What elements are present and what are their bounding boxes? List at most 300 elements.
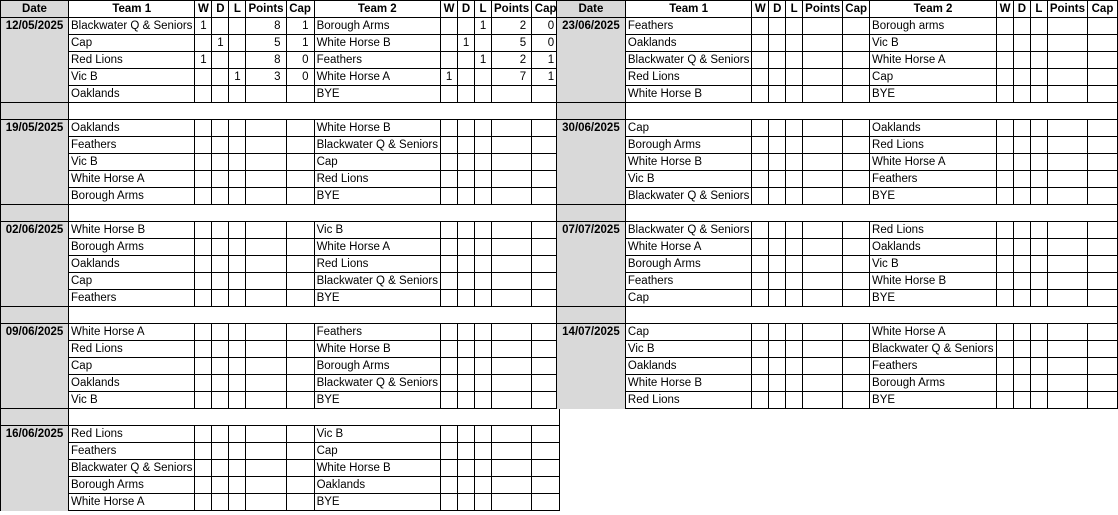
result-cell [997, 188, 1014, 205]
result-cell [229, 120, 246, 137]
points-cell [492, 443, 532, 460]
cap-cell [843, 86, 870, 103]
spacer-date-cell [1, 103, 69, 120]
team-1-name: Oaklands [69, 256, 195, 273]
team-1-name: Blackwater Q & Seniors [69, 18, 195, 35]
cap-cell [286, 256, 314, 273]
points-cell [1047, 239, 1087, 256]
result-cell: 1 [475, 18, 492, 35]
result-cell [786, 256, 803, 273]
team-2-name: BYE [314, 188, 440, 205]
team-1-name: Oaklands [69, 86, 195, 103]
points-cell [492, 137, 532, 154]
cap-cell [843, 256, 870, 273]
points-cell [492, 460, 532, 477]
spacer-row [557, 103, 1118, 120]
team-1-name: Cap [625, 120, 751, 137]
fixture-row [557, 239, 1118, 256]
fixtures-table-left [0, 0, 560, 511]
points-cell [1047, 358, 1087, 375]
result-cell [229, 273, 246, 290]
points-cell [1047, 222, 1087, 239]
column-header: Date [1, 1, 69, 18]
result-cell [1030, 222, 1047, 239]
cap-cell [1087, 154, 1117, 171]
column-header: Team 1 [625, 1, 751, 18]
fixture-row [1, 290, 560, 307]
cap-cell [286, 290, 314, 307]
team-1-name: White Horse A [69, 171, 195, 188]
cap-cell [843, 120, 870, 137]
fixture-row [557, 86, 1118, 103]
result-cell [769, 35, 786, 52]
result-cell [769, 18, 786, 35]
result-cell [195, 188, 212, 205]
result-cell: 1 [458, 35, 475, 52]
points-cell [246, 239, 286, 256]
result-cell [997, 239, 1014, 256]
points-cell [492, 494, 532, 511]
week-date: 02/06/2025 [1, 222, 69, 307]
result-cell [212, 18, 229, 35]
points-cell [246, 392, 286, 409]
cap-cell [286, 375, 314, 392]
result-cell [786, 358, 803, 375]
result-cell [212, 171, 229, 188]
result-cell [769, 120, 786, 137]
points-cell [246, 120, 286, 137]
result-cell [441, 222, 458, 239]
team-1-name: Vic B [69, 69, 195, 86]
result-cell [475, 358, 492, 375]
team-2-name: Oaklands [314, 477, 440, 494]
team-1-name: Vic B [625, 341, 751, 358]
result-cell [475, 324, 492, 341]
result-cell [752, 290, 769, 307]
result-cell [1013, 171, 1030, 188]
team-2-name: Oaklands [870, 120, 997, 137]
result-cell [786, 341, 803, 358]
points-cell [492, 375, 532, 392]
spacer-row [1, 307, 560, 324]
result-cell [441, 52, 458, 69]
result-cell [458, 171, 475, 188]
team-2-name: BYE [314, 494, 440, 511]
result-cell [786, 290, 803, 307]
result-cell [769, 188, 786, 205]
column-header: L [1030, 1, 1047, 18]
result-cell [195, 477, 212, 494]
result-cell [212, 443, 229, 460]
team-2-name: Blackwater Q & Seniors [314, 375, 440, 392]
result-cell [475, 494, 492, 511]
cap-cell: 0 [532, 18, 560, 35]
team-1-name: Oaklands [69, 375, 195, 392]
points-cell [803, 256, 843, 273]
result-cell [441, 443, 458, 460]
result-cell [786, 324, 803, 341]
result-cell [441, 239, 458, 256]
team-2-name: White Horse B [314, 35, 440, 52]
points-cell [492, 120, 532, 137]
result-cell [229, 137, 246, 154]
team-1-name: Cap [69, 358, 195, 375]
result-cell [212, 273, 229, 290]
cap-cell [1087, 375, 1117, 392]
team-2-name: White Horse B [870, 273, 997, 290]
column-header: D [769, 1, 786, 18]
team-2-name: White Horse A [314, 69, 440, 86]
result-cell: 1 [195, 18, 212, 35]
points-cell [246, 290, 286, 307]
result-cell [997, 86, 1014, 103]
fixture-row [557, 273, 1118, 290]
result-cell [752, 358, 769, 375]
result-cell [458, 375, 475, 392]
fixture-row [1, 137, 560, 154]
result-cell: 1 [229, 69, 246, 86]
cap-cell [286, 171, 314, 188]
result-cell [786, 120, 803, 137]
fixture-row [1, 69, 560, 86]
result-cell [1013, 137, 1030, 154]
result-cell [752, 120, 769, 137]
column-header: Points [492, 1, 532, 18]
result-cell [1030, 52, 1047, 69]
points-cell [246, 188, 286, 205]
result-cell [458, 341, 475, 358]
points-cell [492, 290, 532, 307]
cap-cell [286, 341, 314, 358]
team-1-name: Vic B [625, 171, 751, 188]
column-header: L [229, 1, 246, 18]
cap-cell [843, 273, 870, 290]
team-1-name: Vic B [69, 392, 195, 409]
fixture-row [557, 358, 1118, 375]
result-cell [458, 18, 475, 35]
points-cell [492, 171, 532, 188]
fixture-row [557, 256, 1118, 273]
result-cell [1013, 358, 1030, 375]
result-cell [997, 52, 1014, 69]
fixture-row [1, 375, 560, 392]
team-2-name: BYE [314, 290, 440, 307]
points-cell: 3 [246, 69, 286, 86]
result-cell [441, 460, 458, 477]
points-cell [492, 154, 532, 171]
result-cell [458, 52, 475, 69]
cap-cell [1087, 137, 1117, 154]
result-cell [1030, 256, 1047, 273]
column-header: Cap [532, 1, 560, 18]
points-cell [492, 239, 532, 256]
points-cell [803, 69, 843, 86]
result-cell: 1 [441, 69, 458, 86]
cap-cell [286, 137, 314, 154]
result-cell [475, 375, 492, 392]
points-cell [492, 86, 532, 103]
cap-cell [1087, 392, 1117, 409]
result-cell [997, 256, 1014, 273]
result-cell [1030, 18, 1047, 35]
result-cell [1013, 86, 1030, 103]
cap-cell [843, 137, 870, 154]
cap-cell [286, 154, 314, 171]
spacer-row [1, 205, 560, 222]
result-cell [475, 86, 492, 103]
result-cell [458, 154, 475, 171]
result-cell [458, 290, 475, 307]
result-cell [229, 154, 246, 171]
points-cell [803, 358, 843, 375]
points-cell [246, 86, 286, 103]
team-2-name: White Horse A [314, 239, 440, 256]
team-1-name: White Horse B [625, 375, 751, 392]
cap-cell [286, 426, 314, 443]
team-2-name: Cap [314, 443, 440, 460]
points-cell [246, 324, 286, 341]
fixture-row [557, 18, 1118, 35]
cap-cell [1087, 35, 1117, 52]
result-cell [229, 188, 246, 205]
points-cell [492, 273, 532, 290]
fixture-row [1, 426, 560, 443]
team-1-name: Vic B [69, 154, 195, 171]
cap-cell: 0 [286, 69, 314, 86]
team-2-name: Cap [314, 154, 440, 171]
fixture-row [557, 341, 1118, 358]
result-cell [1030, 171, 1047, 188]
cap-cell [286, 443, 314, 460]
result-cell [212, 392, 229, 409]
result-cell [229, 426, 246, 443]
points-cell: 2 [492, 52, 532, 69]
result-cell [752, 273, 769, 290]
result-cell [212, 120, 229, 137]
points-cell [1047, 18, 1087, 35]
result-cell [786, 86, 803, 103]
cap-cell: 1 [532, 69, 560, 86]
result-cell [212, 494, 229, 511]
week-date: 07/07/2025 [557, 222, 626, 307]
result-cell [752, 375, 769, 392]
result-cell [458, 443, 475, 460]
result-cell [786, 35, 803, 52]
header-row [1, 1, 560, 18]
result-cell [1013, 69, 1030, 86]
result-cell [475, 154, 492, 171]
result-cell [786, 375, 803, 392]
result-cell [786, 137, 803, 154]
team-1-name: Cap [625, 290, 751, 307]
result-cell [769, 86, 786, 103]
result-cell [229, 460, 246, 477]
column-header: Cap [843, 1, 870, 18]
spacer-row [1, 103, 560, 120]
fixture-row [557, 290, 1118, 307]
points-cell [492, 358, 532, 375]
result-cell [475, 460, 492, 477]
result-cell [475, 69, 492, 86]
column-header: Team 1 [69, 1, 195, 18]
column-header: Points [1047, 1, 1087, 18]
points-cell [246, 137, 286, 154]
week-date: 12/05/2025 [1, 18, 69, 103]
cap-cell [1087, 324, 1117, 341]
result-cell [752, 154, 769, 171]
result-cell [769, 239, 786, 256]
result-cell [769, 375, 786, 392]
result-cell [752, 324, 769, 341]
result-cell [786, 188, 803, 205]
fixture-row [557, 69, 1118, 86]
result-cell [441, 256, 458, 273]
result-cell [786, 171, 803, 188]
cap-cell [843, 358, 870, 375]
points-cell [1047, 188, 1087, 205]
result-cell [1030, 239, 1047, 256]
points-cell: 2 [492, 18, 532, 35]
result-cell [1030, 120, 1047, 137]
cap-cell [286, 392, 314, 409]
result-cell [769, 273, 786, 290]
team-2-name: Borough arms [870, 18, 997, 35]
team-2-name: White Horse A [870, 324, 997, 341]
result-cell [441, 18, 458, 35]
points-cell [803, 392, 843, 409]
result-cell [212, 239, 229, 256]
fixture-row [1, 239, 560, 256]
cap-cell [843, 154, 870, 171]
result-cell [229, 341, 246, 358]
result-cell [1030, 392, 1047, 409]
result-cell [769, 154, 786, 171]
result-cell [475, 443, 492, 460]
result-cell [458, 222, 475, 239]
points-cell [492, 477, 532, 494]
result-cell [229, 35, 246, 52]
result-cell [458, 494, 475, 511]
cap-cell [1087, 188, 1117, 205]
result-cell [441, 375, 458, 392]
points-cell [1047, 69, 1087, 86]
week-date: 19/05/2025 [1, 120, 69, 205]
points-cell [246, 273, 286, 290]
fixture-row [1, 86, 560, 103]
result-cell [441, 477, 458, 494]
team-2-name: Vic B [314, 426, 440, 443]
result-cell [1030, 358, 1047, 375]
result-cell [752, 256, 769, 273]
result-cell [769, 358, 786, 375]
cap-cell [286, 120, 314, 137]
result-cell [997, 69, 1014, 86]
fixture-row [1, 324, 560, 341]
points-cell: 5 [492, 35, 532, 52]
points-cell [1047, 256, 1087, 273]
cap-cell [1087, 358, 1117, 375]
cap-cell [286, 239, 314, 256]
cap-cell [286, 494, 314, 511]
spacer-cell [625, 103, 1117, 120]
result-cell [475, 256, 492, 273]
result-cell [752, 171, 769, 188]
team-1-name: Oaklands [69, 120, 195, 137]
fixture-row [557, 188, 1118, 205]
result-cell [752, 137, 769, 154]
points-cell [803, 86, 843, 103]
points-cell [1047, 86, 1087, 103]
result-cell [475, 426, 492, 443]
result-cell [229, 477, 246, 494]
result-cell [229, 443, 246, 460]
cap-cell [532, 426, 560, 443]
result-cell [997, 290, 1014, 307]
result-cell [441, 324, 458, 341]
fixture-row [1, 188, 560, 205]
result-cell [475, 290, 492, 307]
result-cell [997, 375, 1014, 392]
team-2-name: Red Lions [870, 222, 997, 239]
fixture-row [1, 477, 560, 494]
result-cell [195, 137, 212, 154]
result-cell [229, 375, 246, 392]
team-1-name: Borough Arms [69, 239, 195, 256]
team-1-name: Red Lions [69, 426, 195, 443]
team-1-name: Oaklands [625, 35, 751, 52]
team-2-name: Red Lions [870, 137, 997, 154]
result-cell [475, 273, 492, 290]
result-cell [212, 324, 229, 341]
team-1-name: Blackwater Q & Seniors [625, 52, 751, 69]
spacer-date-cell [1, 409, 69, 426]
points-cell [246, 358, 286, 375]
column-header: D [212, 1, 229, 18]
result-cell [1013, 290, 1030, 307]
cap-cell [1087, 256, 1117, 273]
result-cell [212, 375, 229, 392]
column-header: L [475, 1, 492, 18]
result-cell [752, 341, 769, 358]
cap-cell [286, 86, 314, 103]
fixtures-table-right [556, 0, 1118, 409]
fixture-row [1, 358, 560, 375]
result-cell [786, 273, 803, 290]
cap-cell [286, 358, 314, 375]
result-cell [1030, 324, 1047, 341]
result-cell: 1 [212, 35, 229, 52]
result-cell [786, 239, 803, 256]
spacer-cell [69, 307, 560, 324]
cap-cell [843, 18, 870, 35]
result-cell [1030, 154, 1047, 171]
team-1-name: Cap [69, 273, 195, 290]
cap-cell [286, 460, 314, 477]
result-cell [752, 188, 769, 205]
team-2-name: BYE [314, 392, 440, 409]
points-cell [246, 426, 286, 443]
result-cell [997, 358, 1014, 375]
points-cell [1047, 154, 1087, 171]
column-header: Points [803, 1, 843, 18]
result-cell [1013, 392, 1030, 409]
cap-cell [843, 375, 870, 392]
result-cell [458, 69, 475, 86]
cap-cell [843, 239, 870, 256]
result-cell [441, 426, 458, 443]
result-cell [195, 171, 212, 188]
team-1-name: Blackwater Q & Seniors [69, 460, 195, 477]
